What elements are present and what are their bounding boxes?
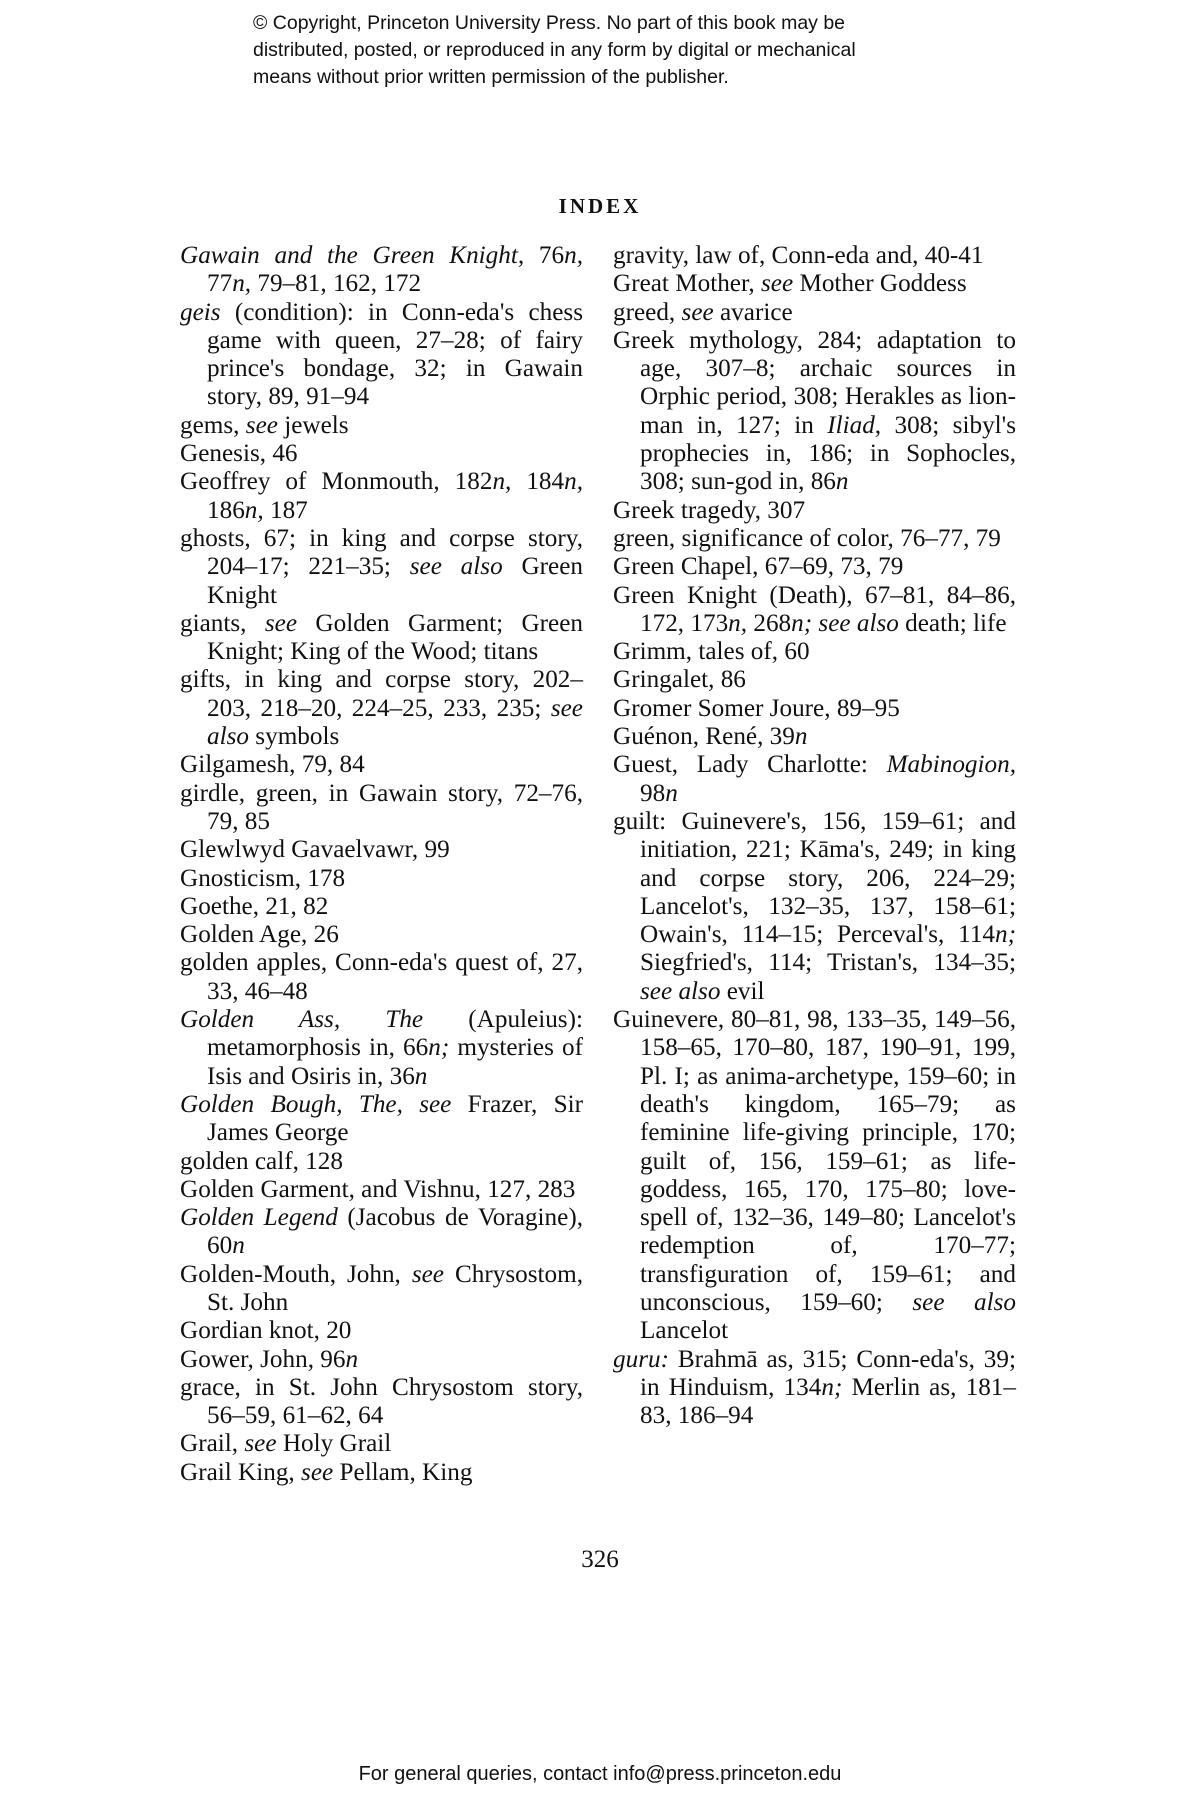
index-entry-text: 308; sibyl's prophecies in, 186; in Sophocles, 308; sun-god in, 86: [640, 411, 1016, 496]
index-entry-italic-text: n: [414, 1062, 428, 1090]
index-entry-text: Great Mother,: [613, 270, 761, 298]
index-entry-text: 186: [207, 496, 245, 524]
index-entry: [180, 1459, 583, 1487]
index-entry-text: Guest, Lady Charlotte:: [613, 751, 887, 779]
index-entry: [180, 865, 583, 893]
index-entry-text: giants,: [180, 609, 265, 637]
index-entry-text: Greek mythology, 284; adaptation to age, 307–8; archaic sources in Orphic period, 308; Herakles as lion-man in, 127; in: [613, 326, 1016, 439]
index-entry-italic-text: n,: [244, 496, 264, 524]
index-entry-text: Holy Grail: [276, 1430, 392, 1458]
index-entry: [180, 610, 583, 667]
index-entry: [180, 440, 583, 468]
index-entry-text: (condition): in Conn-eda's chess game with queen, 27–28; of fairy prince's bondage, 32; in Gawain story, 89, 91–94: [207, 298, 583, 411]
index-entry-text: Guinevere, 80–81, 98, 133–35, 149–56, 158–65, 170–80, 187, 190–91, 199, Pl. I; as anima-archetype, 159–60; in death's kingdom, 165–79; as feminine life-giving principle, 170; guilt of, 156, 159–61; as life-goddess, 165, 170, 175–80; love-spell of, 132–36, 149–80; Lancelot's redemption of, 170–77; transfiguration of, 159–61; and unconscious, 159–60;: [613, 1006, 1016, 1316]
index-entry-text: gravity, law of, Conn-eda and, 40-41: [613, 242, 984, 269]
index-entry-text: green, significance of color, 76–77, 79: [613, 524, 1001, 552]
footer-contact: For general queries, contact info@press.princeton.edu: [358, 1763, 842, 1785]
index-entry-text: (Jacobus de Voragine), 60: [207, 1204, 583, 1260]
index-entry-text: Chrysostom, St. John: [207, 1260, 583, 1316]
index-entry: [613, 327, 1016, 497]
index-entry: [613, 723, 1016, 751]
index-entry-text: Golden Age, 26: [180, 921, 339, 949]
index-entry-text: 187: [263, 496, 308, 524]
index-entry-text: golden apples, Conn-eda's quest of, 27, 33, 46–48: [180, 949, 583, 1005]
index-column-right: [613, 242, 1016, 1430]
index-entry: [180, 1374, 583, 1431]
index-entry-text: Gromer Somer Joure, 89–95: [613, 694, 900, 722]
index-entry-text: evil: [720, 977, 765, 1005]
index-entry-text: avarice: [713, 298, 793, 326]
index-entry-italic-text: Golden Legend: [180, 1204, 338, 1232]
index-entry-italic-text: see also: [912, 1288, 1016, 1316]
index-entry-italic-text: Golden Ass, The: [180, 1006, 424, 1034]
index-entry: [180, 751, 583, 779]
index-entry-italic-text: see: [244, 1430, 277, 1458]
index-entry-italic-text: n;: [821, 1373, 843, 1401]
index-column-left: [180, 242, 583, 1487]
index-entry: [180, 299, 583, 412]
index-entry-text: death; life: [898, 609, 1007, 637]
index-entry-text: Gilgamesh, 79, 84: [180, 751, 365, 779]
index-entry-text: Glewlwyd Gavaelvawr, 99: [180, 836, 450, 864]
copyright-notice: [253, 10, 1013, 91]
index-entry-italic-text: see: [681, 298, 714, 326]
index-entry-text: Mother Goddess: [793, 270, 967, 298]
index-entry-text: 79–81, 162, 172: [251, 270, 422, 298]
index-entry-text: 268: [747, 609, 792, 637]
index-entry-text: Lancelot: [640, 1317, 729, 1345]
index-entry: [613, 553, 1016, 581]
index-entry: [180, 525, 583, 610]
index-entry-italic-text: n: [794, 723, 808, 751]
index-entry-text: gifts, in king and corpse story, 202–203, 218–20, 224–25, 233, 235;: [180, 666, 583, 722]
index-entry: [180, 1317, 583, 1345]
index-entry: [613, 582, 1016, 639]
index-entry: [180, 468, 583, 525]
index-entry-italic-text: n: [665, 779, 678, 807]
index-entry-text: Green Chapel, 67–69, 73, 79: [613, 553, 904, 581]
index-entry-italic-text: n: [345, 1345, 359, 1373]
index-entry-text: Grail,: [180, 1430, 245, 1458]
index-entry-italic-text: see: [264, 609, 298, 637]
index-entry-italic-text: Iliad,: [827, 411, 882, 439]
index-entry-text: Merlin as, 181–83, 186–94: [640, 1373, 1016, 1430]
index-entry-italic-text: n; see also: [791, 609, 899, 637]
index-entry-text: Gnosticism, 178: [180, 864, 346, 892]
index-entry-italic-text: see also: [409, 553, 503, 581]
copyright-line: © Copyright, Princeton University Press. No part of this book may be: [253, 12, 846, 34]
index-entry: [180, 836, 583, 864]
index-entry-text: golden calf, 128: [180, 1147, 343, 1175]
index-entry-text: 77: [207, 270, 233, 298]
index-entry-text: Golden Garment; Green Knight; King of the Wood; titans: [207, 609, 583, 666]
index-entry-italic-text: Gawain and the Green Knight,: [180, 242, 525, 269]
index-entry-text: Gringalet, 86: [613, 666, 746, 694]
index-entry-italic-text: n: [835, 468, 849, 496]
index-entry-italic-text: n: [232, 1232, 245, 1260]
index-entry: [180, 949, 583, 1006]
index-entry-text: girdle, green, in Gawain story, 72–76, 79, 85: [180, 779, 583, 835]
index-entry-text: Golden-Mouth, John,: [180, 1260, 412, 1288]
index-entry: [613, 497, 1016, 525]
index-entry-italic-text: Golden Bough, The, see: [180, 1090, 452, 1118]
index-entry-text: Gower, John, 96: [180, 1345, 346, 1373]
index-entry: [613, 299, 1016, 327]
index-entry: [613, 1346, 1016, 1431]
index-entry-text: Golden Garment, and Vishnu, 127, 283: [180, 1175, 576, 1203]
index-entry: [613, 638, 1016, 666]
copyright-line: means without prior written permission of the publisher.: [253, 66, 729, 88]
index-entry: [180, 412, 583, 440]
index-entry: [613, 270, 1016, 298]
index-entry-italic-text: see: [411, 1260, 444, 1288]
index-entry-text: grace, in St. John Chrysostom story, 56–59, 61–62, 64: [180, 1373, 583, 1430]
index-entry-text: mysteries of Isis and Osiris in, 36: [207, 1034, 584, 1090]
index-entry-text: Gordian knot, 20: [180, 1317, 352, 1345]
index-entry-italic-text: see: [760, 270, 794, 298]
index-entry-text: Frazer, Sir James George: [207, 1090, 583, 1147]
index-entry: [180, 893, 583, 921]
index-entry-text: (Apuleius): metamorphosis in, 66: [207, 1006, 583, 1062]
page-number: 326: [581, 1546, 619, 1573]
index-entry: [180, 780, 583, 837]
index-entry-italic-text: n;: [428, 1034, 450, 1062]
index-entry: [180, 1204, 583, 1261]
index-entry-text: Goethe, 21, 82: [180, 892, 329, 920]
index-entry-text: gems,: [180, 411, 246, 439]
index-entry: [180, 1261, 583, 1318]
index-entry-italic-text: geis: [180, 298, 221, 326]
index-entry-italic-text: Mabinogion,: [886, 751, 1016, 779]
index-entry-italic-text: see also: [207, 694, 583, 751]
index-entry: [180, 242, 583, 299]
index-entry-italic-text: n,: [232, 270, 252, 298]
index-entry-text: 184: [511, 468, 565, 496]
index-entry: [613, 695, 1016, 723]
index-entry-italic-text: see: [245, 411, 278, 439]
index-entry-italic-text: n,: [564, 468, 583, 496]
index-entry-text: Green Knight (Death), 67–81, 84–86, 172, 173: [613, 581, 1016, 637]
index-entry-italic-text: n;: [995, 921, 1016, 949]
index-entry: [613, 751, 1016, 808]
index-entry: [180, 1346, 583, 1374]
index-entry-italic-text: see: [301, 1458, 334, 1486]
index-entry: [613, 666, 1016, 694]
index-entry: [180, 921, 583, 949]
index-entry: [180, 666, 583, 751]
index-entry-italic-text: guru:: [613, 1345, 669, 1373]
index-entry: [180, 1430, 583, 1458]
index-entry-text: Grimm, tales of, 60: [613, 638, 810, 666]
index-entry-text: Geoffrey of Monmouth, 182: [180, 468, 493, 496]
index-entry-italic-text: n,: [492, 468, 512, 496]
index-entry: [613, 808, 1016, 1006]
index-entry: [613, 1006, 1016, 1346]
index-entry-text: jewels: [277, 411, 349, 439]
index-entry-text: Pellam, King: [333, 1458, 473, 1486]
index-entry: [180, 1148, 583, 1176]
index-entry-text: ghosts, 67; in king and corpse story, 204–17; 221–35;: [180, 524, 583, 581]
index-entry: [180, 1176, 583, 1204]
index-entry-text: Siegfried's, 114; Tristan's, 134–35;: [640, 949, 1016, 977]
index-entry: [613, 525, 1016, 553]
index-entry-text: Genesis, 46: [180, 440, 298, 468]
index-entry-text: Green Knight: [207, 553, 583, 609]
index-entry-italic-text: n,: [728, 609, 748, 637]
index-entry-text: Grail King,: [180, 1458, 302, 1486]
index-entry-italic-text: see also: [640, 977, 721, 1005]
index-entry: [180, 1091, 583, 1148]
index-entry-text: Guénon, René, 39: [613, 723, 795, 751]
index-entry-text: greed,: [613, 298, 682, 326]
index-entry-italic-text: n,: [564, 242, 583, 269]
index-entry-text: 76: [524, 242, 565, 269]
copyright-line: distributed, posted, or reproduced in any form by digital or mechanical: [253, 39, 856, 61]
page-heading: INDEX: [558, 194, 642, 218]
index-entry-text: Greek tragedy, 307: [613, 496, 806, 524]
index-entry-text: guilt: Guinevere's, 156, 159–61; and initiation, 221; Kāma's, 249; in king and corpse story, 206, 224–29; Lancelot's, 132–35, 137, 158–61; Owain's, 114–15; Perceval's, 114: [613, 807, 1016, 949]
index-entry-text: symbols: [249, 723, 340, 751]
index-entry: [613, 242, 1016, 270]
index-entry-text: 98: [640, 779, 666, 807]
index-entry-text: Brahmā as, 315; Conn-eda's, 39; in Hinduism, 134: [640, 1345, 1016, 1401]
index-entry: [180, 1006, 583, 1091]
